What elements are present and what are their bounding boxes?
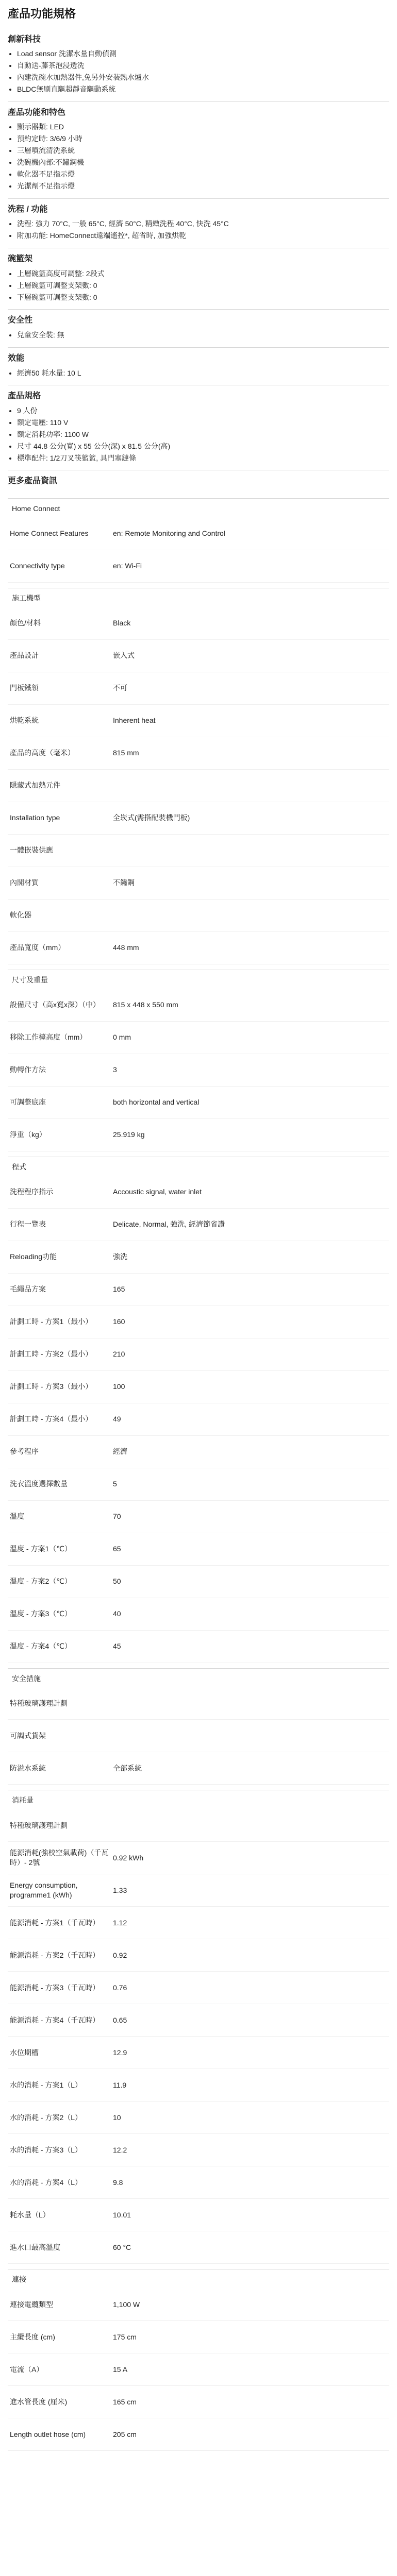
group-title: 消耗量	[12, 1796, 34, 1805]
feature-list	[8, 219, 389, 241]
spec-row	[8, 1241, 389, 1274]
spec-value: 不鏽鋼	[113, 878, 135, 887]
spec-row	[8, 2166, 389, 2199]
feature-item: • 內建洗碗水加熱器件,免另外安裝熱水爐水	[17, 73, 389, 82]
spec-row	[8, 550, 389, 583]
spec-label: 軟化器	[10, 911, 31, 920]
spec-value: 9.8	[113, 2178, 123, 2187]
spec-groups	[8, 498, 389, 2451]
spec-label: 烘乾系統	[10, 716, 39, 725]
spec-label: 進水管長度 (厘米)	[10, 2397, 68, 2406]
feature-list	[8, 122, 389, 191]
spec-row	[8, 1371, 389, 1403]
spec-label: 能源消耗 - 方案1（千瓦時）	[10, 1918, 100, 1927]
spec-value: en: Wi-Fi	[113, 562, 142, 570]
spec-label: 主纜長度 (cm)	[10, 2332, 55, 2341]
spec-row	[8, 2353, 389, 2386]
spec-value: 5	[113, 1480, 117, 1488]
feature-item: • BLDC無刷直驅超靜音驅動系統	[17, 84, 389, 94]
spec-label: 洗衣溫度選擇數量	[10, 1480, 68, 1488]
spec-row	[8, 1874, 389, 1907]
page-title: 產品功能規格	[8, 7, 76, 20]
group-title: 安全措施	[12, 1674, 41, 1683]
spec-label: 能源消耗 - 方案4（千瓦時）	[10, 2015, 100, 2024]
spec-row	[8, 2289, 389, 2321]
spec-row	[8, 2004, 389, 2037]
spec-row	[8, 1436, 389, 1468]
spec-value: 全崁式(需搭配裝機門板)	[113, 814, 190, 822]
spec-row	[8, 2418, 389, 2451]
spec-value: 強洗	[113, 1252, 127, 1261]
spec-label: 毛繩品方案	[10, 1285, 46, 1294]
spec-label: 顏色/材料	[10, 619, 41, 628]
spec-row	[8, 640, 389, 672]
group-title: 連接	[12, 2275, 26, 2284]
spec-label: 能源消耗 - 方案3（千瓦時）	[10, 1983, 100, 1992]
spec-label: 水的消耗 - 方案1（L）	[10, 2080, 82, 2089]
spec-value: Inherent heat	[113, 716, 156, 725]
spec-value: 3	[113, 1065, 117, 1074]
spec-label: 水的消耗 - 方案2（L）	[10, 2113, 82, 2122]
spec-row	[8, 1209, 389, 1241]
section-title: 創新科技	[8, 35, 41, 44]
feature-list	[8, 269, 389, 302]
spec-value: en: Remote Monitoring and Control	[113, 529, 225, 538]
spec-group	[8, 970, 389, 1151]
spec-value: 0.65	[113, 2015, 127, 2024]
spec-row	[8, 2037, 389, 2069]
spec-row	[8, 2386, 389, 2418]
spec-value: 165 cm	[113, 2397, 137, 2406]
spec-label: 動轉作方法	[10, 1065, 46, 1074]
spec-label: 溫度 - 方案1（℃）	[10, 1545, 72, 1553]
spec-row	[8, 1501, 389, 1533]
spec-value: 448 mm	[113, 943, 139, 952]
spec-value: 12.2	[113, 2145, 127, 2154]
spec-row	[8, 737, 389, 770]
feature-item: • 光潔劑不足指示燈	[17, 181, 389, 191]
spec-label: 計劃工時 - 方案1（最小）	[10, 1317, 93, 1326]
spec-row	[8, 989, 389, 1022]
feature-section	[8, 385, 389, 470]
spec-row	[8, 1809, 389, 1842]
feature-item: • 下層碗籃可調整支架數: 0	[17, 293, 389, 302]
spec-label: 計劃工時 - 方案2（最小）	[10, 1350, 93, 1359]
spec-label: 內閣材質	[10, 878, 39, 887]
spec-label: Energy consumption, programme1 (kWh)	[10, 1881, 78, 1900]
spec-label: 連接電纜類型	[10, 2300, 53, 2309]
spec-row	[8, 867, 389, 900]
spec-label: 溫度 - 方案2（℃）	[10, 1577, 72, 1586]
spec-group	[8, 588, 389, 964]
spec-value: 49	[113, 1415, 121, 1423]
spec-value: Accoustic signal, water inlet	[113, 1188, 202, 1196]
spec-row	[8, 1403, 389, 1436]
spec-row	[8, 1176, 389, 1209]
spec-row	[8, 932, 389, 964]
spec-value: 100	[113, 1382, 125, 1391]
spec-value: 0.92 kWh	[113, 1853, 144, 1862]
spec-row	[8, 1468, 389, 1501]
spec-row	[8, 900, 389, 932]
spec-value: 12.9	[113, 2048, 127, 2057]
feature-item: • 顯示器類: LED	[17, 122, 389, 132]
spec-group	[8, 2269, 389, 2451]
spec-row	[8, 1054, 389, 1087]
spec-label: 耗水量（L）	[10, 2210, 50, 2219]
spec-value: 165	[113, 1285, 125, 1294]
spec-value: 1,100 W	[113, 2300, 140, 2309]
spec-row	[8, 2199, 389, 2231]
spec-label: 參考程序	[10, 1447, 39, 1456]
feature-list	[8, 49, 389, 94]
section-title: 產品功能和特色	[8, 108, 66, 117]
spec-row	[8, 1598, 389, 1631]
spec-row	[8, 1566, 389, 1598]
spec-row	[8, 1274, 389, 1306]
spec-label: 洗程程序指示	[10, 1188, 53, 1196]
spec-row	[8, 2102, 389, 2134]
group-title: 施工機型	[12, 594, 41, 602]
feature-section	[8, 198, 389, 248]
spec-value: 815 x 448 x 550 mm	[113, 1001, 178, 1009]
spec-value: 15 A	[113, 2365, 128, 2374]
spec-row	[8, 705, 389, 737]
spec-row	[8, 1907, 389, 1939]
spec-row	[8, 1842, 389, 1874]
spec-label: 進水口最高溫度	[10, 2243, 60, 2251]
spec-row	[8, 2069, 389, 2102]
spec-row	[8, 802, 389, 835]
spec-value: 60 °C	[113, 2243, 131, 2251]
section-title: 洗程 / 功能	[8, 205, 48, 214]
spec-row	[8, 770, 389, 802]
spec-label: 淨重（kg）	[10, 1130, 46, 1139]
spec-label: Installation type	[10, 814, 60, 822]
spec-value: 全部系統	[113, 1764, 142, 1773]
spec-row	[8, 2321, 389, 2353]
spec-value: 10.01	[113, 2210, 131, 2219]
spec-value: 175 cm	[113, 2332, 137, 2341]
feature-item: • 附加功能: HomeConnect遠端遙控*, 超省時, 加強烘乾	[17, 231, 389, 241]
spec-value: 160	[113, 1317, 125, 1326]
spec-row	[8, 1752, 389, 1785]
spec-value: 0.76	[113, 1983, 127, 1992]
feature-item: • 軟化器不足指示燈	[17, 170, 389, 179]
spec-row	[8, 1631, 389, 1663]
spec-label: 溫度 - 方案4（℃）	[10, 1642, 72, 1651]
spec-label: 行程一覽表	[10, 1220, 46, 1229]
spec-label: Connectivity type	[10, 562, 65, 570]
spec-value: 25.919 kg	[113, 1130, 145, 1139]
spec-label: 水的消耗 - 方案4（L）	[10, 2178, 82, 2187]
section-title: 產品規格	[8, 392, 41, 401]
feature-list	[8, 368, 389, 378]
spec-value: 65	[113, 1545, 121, 1553]
spec-row	[8, 1022, 389, 1054]
spec-group	[8, 1668, 389, 1785]
feature-list	[8, 330, 389, 340]
spec-value: 45	[113, 1642, 121, 1651]
spec-label: Reloading功能	[10, 1252, 57, 1261]
spec-row	[8, 1119, 389, 1151]
spec-value: 不可	[113, 684, 127, 692]
spec-label: 產品的高度（毫米）	[10, 749, 75, 757]
spec-label: 能源消耗(強校空氣載荷)（千瓦時）- 2號	[10, 1849, 109, 1867]
spec-row	[8, 1687, 389, 1720]
spec-label: 計劃工時 - 方案4（最小）	[10, 1415, 93, 1423]
group-title: 程式	[12, 1162, 26, 1171]
feature-item: • 經濟50 耗水量: 10 L	[17, 368, 389, 378]
spec-row	[8, 672, 389, 705]
feature-item: • 自動送-藤茶泡浸透洗	[17, 61, 389, 71]
spec-group	[8, 1157, 389, 1663]
more-info-title: 更多產品資訊	[8, 470, 389, 493]
spec-group	[8, 1790, 389, 2264]
feature-item: • 洗碗機內部:不鏽鋼機	[17, 158, 389, 167]
spec-label: 電流（A）	[10, 2365, 44, 2374]
spec-label: 計劃工時 - 方案3（最小）	[10, 1382, 93, 1391]
spec-value: 經濟	[113, 1447, 127, 1456]
section-title: 效能	[8, 353, 25, 363]
feature-item: • 9 人份	[17, 406, 389, 416]
feature-item: • 額定電壓: 110 V	[17, 418, 389, 428]
feature-item: • 洗程: 強力 70°C, 一般 65°C, 經濟 50°C, 精緻洗程 40°C, 快洗 45°C	[17, 219, 389, 229]
spec-row	[8, 2134, 389, 2166]
spec-label: 一體嵌裝供應	[10, 846, 53, 855]
spec-value: 0.92	[113, 1951, 127, 1959]
spec-value: Delicate, Normal, 強洗, 經濟節省讚	[113, 1220, 225, 1229]
feature-item: • 尺寸 44.8 公分(寬) x 55 公分(深) x 81.5 公分(高)	[17, 442, 389, 451]
spec-label: Home Connect Features	[10, 529, 89, 538]
spec-label: 防溢水系統	[10, 1764, 46, 1773]
feature-item: • 上層碗籃高度可調整: 2段式	[17, 269, 389, 279]
spec-row	[8, 1720, 389, 1752]
spec-value: 50	[113, 1577, 121, 1586]
spec-label: 產品寬度（mm）	[10, 943, 65, 952]
feature-section	[8, 309, 389, 347]
spec-value: 70	[113, 1512, 121, 1521]
spec-row	[8, 1533, 389, 1566]
spec-row	[8, 835, 389, 867]
spec-group	[8, 498, 389, 583]
spec-label: 可調式貨架	[10, 1732, 46, 1740]
spec-value: 嵌入式	[113, 651, 135, 660]
spec-row	[8, 1972, 389, 2004]
spec-row	[8, 1087, 389, 1119]
feature-list	[8, 406, 389, 463]
spec-row	[8, 607, 389, 640]
spec-label: 溫度 - 方案3（℃）	[10, 1609, 72, 1618]
feature-item: • 標準配件: 1/2刀叉筷籃籃, 具門塞鏈條	[17, 453, 389, 463]
feature-item: • 三層噴流清洗系統	[17, 146, 389, 156]
feature-sections	[8, 29, 389, 470]
spec-label: 溫度	[10, 1512, 24, 1521]
spec-row	[8, 1306, 389, 1338]
spec-value: 40	[113, 1609, 121, 1618]
spec-label: 產品設計	[10, 651, 39, 660]
feature-item: • 兒童安全裝: 無	[17, 330, 389, 340]
spec-value: 205 cm	[113, 2430, 137, 2438]
spec-label: 隱藏式加熱元件	[10, 781, 60, 790]
spec-row	[8, 1939, 389, 1972]
spec-label: Length outlet hose (cm)	[10, 2430, 86, 2438]
spec-row	[8, 518, 389, 550]
spec-value: 1.33	[113, 1886, 127, 1894]
spec-value: both horizontal and vertical	[113, 1098, 200, 1107]
spec-label: 能源消耗 - 方案2（千瓦時）	[10, 1951, 100, 1959]
feature-section	[8, 347, 389, 385]
feature-item: • 額定消耗功率: 1100 W	[17, 430, 389, 439]
feature-item: • 上層碗籃可調整支架數: 0	[17, 281, 389, 291]
feature-item: • Load sensor 洗潔水量自動偵測	[17, 49, 389, 59]
spec-value: 0 mm	[113, 1033, 131, 1042]
spec-value: 210	[113, 1350, 125, 1359]
feature-section	[8, 248, 389, 309]
spec-label: 門板鐵領	[10, 684, 39, 692]
feature-section	[8, 101, 389, 198]
spec-label: 可調整底座	[10, 1098, 46, 1107]
spec-row	[8, 1338, 389, 1371]
spec-value: 10	[113, 2113, 121, 2122]
spec-label: 特種玻璃護理計劃	[10, 1699, 68, 1708]
spec-value: Black	[113, 619, 131, 628]
spec-label: 水的消耗 - 方案3（L）	[10, 2145, 82, 2154]
spec-label: 設備尺寸（高x寬x深）（中）	[10, 1001, 100, 1009]
group-title: Home Connect	[12, 504, 60, 513]
spec-label: 水位期槽	[10, 2048, 39, 2057]
feature-section	[8, 29, 389, 101]
spec-value: 1.12	[113, 1918, 127, 1927]
feature-item: • 預約定時: 3/6/9 小時	[17, 134, 389, 144]
spec-row	[8, 2231, 389, 2264]
spec-value: 11.9	[113, 2080, 127, 2089]
spec-value: 815 mm	[113, 749, 139, 757]
spec-label: 移除工作檯高度（mm）	[10, 1033, 87, 1042]
group-title: 尺寸及重量	[12, 975, 48, 984]
section-title: 安全性	[8, 316, 33, 325]
section-title: 碗籃架	[8, 255, 33, 264]
spec-label: 特種玻璃護理計劃	[10, 1821, 68, 1829]
